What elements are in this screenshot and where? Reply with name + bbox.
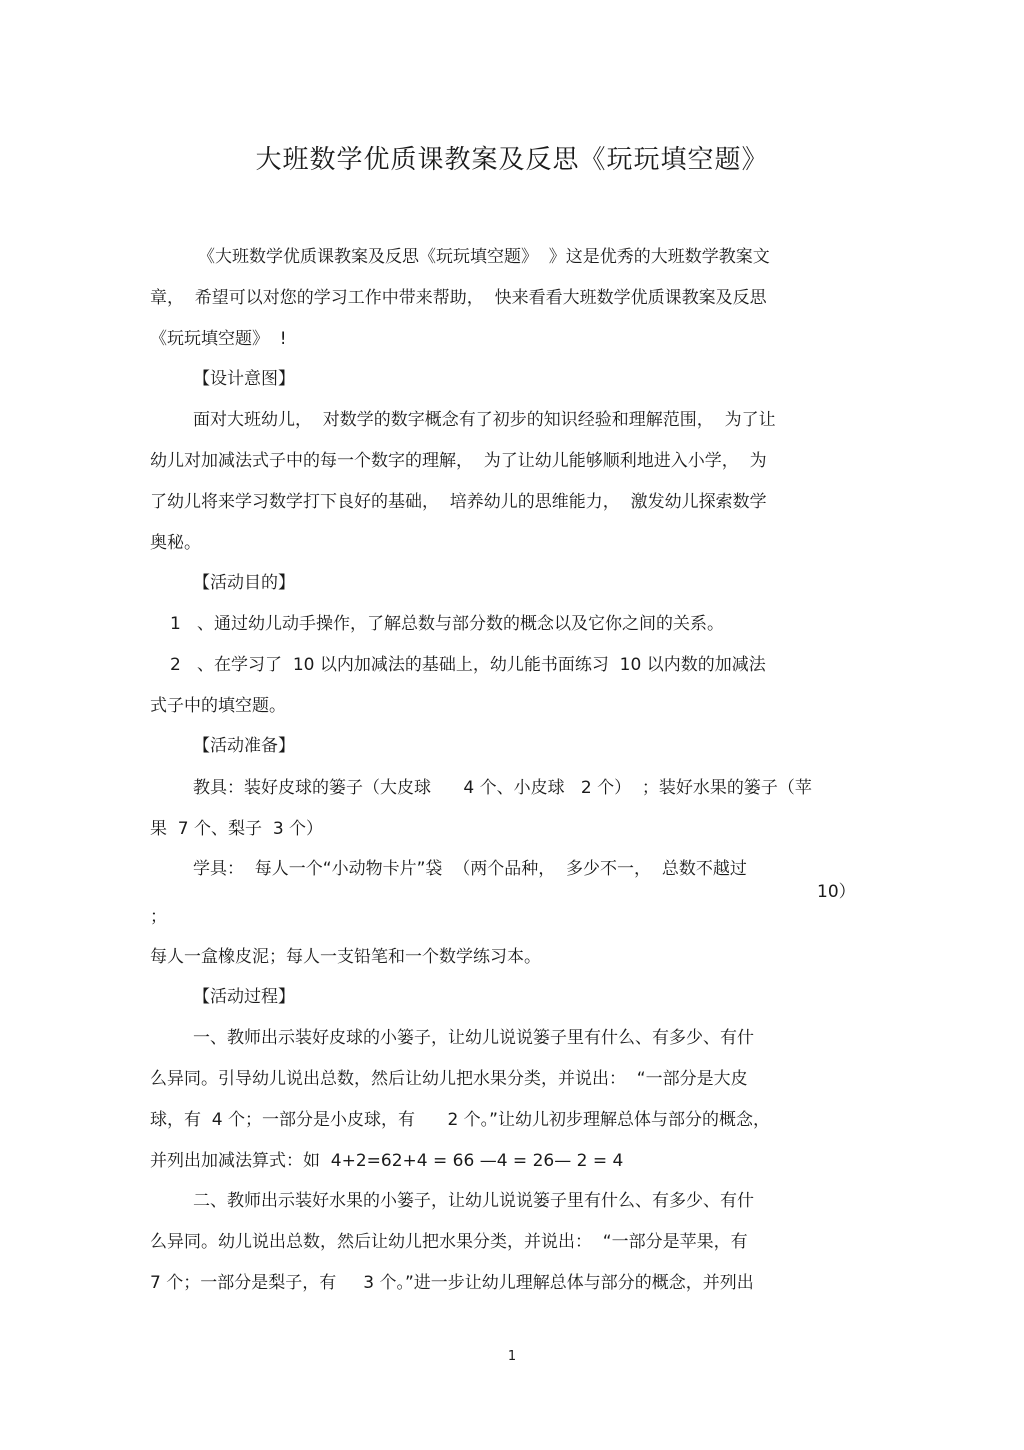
intro-line-2: 章， 希望可以对您的学习工作中带来帮助， 快来看看大班数学优质课教案及反思 (150, 288, 767, 308)
design-line-2: 幼儿对加减法式子中的每一个数字的理解， 为了让幼儿能够顺利地进入小学， 为 (150, 451, 767, 471)
intro-line-1: 《大班数学优质课教案及反思《玩玩填空题》 》这是优秀的大班数学教案文 (198, 247, 770, 267)
prep-materials: 每人一盒橡皮泥；每人一支铅笔和一个数学练习本。 (150, 947, 541, 967)
process-step-1-line-3: 球，有 4 个；一部分是小皮球，有 2 个。”让幼儿初步理解总体与部分的概念， (150, 1110, 770, 1130)
process-step-2-line-2: 么异同。幼儿说出总数，然后让幼儿把水果分类，并说出： “一部分是苹果，有 (150, 1232, 748, 1252)
prep-teaching-aids-cont: 果 7 个、梨子 3 个） (150, 819, 324, 839)
section-heading-goals: 【活动目的】 (193, 573, 295, 593)
page-number: 1 (507, 1349, 517, 1364)
design-line-1: 面对大班幼儿， 对数学的数字概念有了初步的知识经验和理解范围， 为了让 (193, 410, 776, 430)
prep-learning-aids: 学具： 每人一个“小动物卡片”袋 （两个品种， 多少不一， 总数不越过 (193, 859, 747, 879)
goal-item-1: 1 、通过幼儿动手操作，了解总数与部分数的概念以及它你之间的关系。 (170, 614, 725, 634)
section-heading-design: 【设计意图】 (193, 369, 295, 389)
prep-semicolon: ； (150, 907, 167, 927)
process-step-2-line-1: 二、教师出示装好水果的小篓子，让幼儿说说篓子里有什么、有多少、有什 (193, 1191, 754, 1211)
section-heading-process: 【活动过程】 (193, 987, 295, 1007)
design-line-4: 奥秘。 (150, 533, 201, 553)
process-step-1-line-1: 一、教师出示装好皮球的小篓子，让幼儿说说篓子里有什么、有多少、有什 (193, 1028, 754, 1048)
design-line-3: 了幼儿将来学习数学打下良好的基础， 培养幼儿的思维能力， 激发幼儿探索数学 (150, 492, 767, 512)
process-step-1-equation: 并列出加减法算式：如 4+2=62+4 = 66 —4 = 26— 2 = 4 (150, 1151, 624, 1171)
process-step-2-line-3: 7 个；一部分是梨子，有 3 个。”进一步让幼儿理解总体与部分的概念，并列出 (150, 1273, 754, 1293)
process-step-1-line-2: 么异同。引导幼儿说出总数，然后让幼儿把水果分类，并说出： “一部分是大皮 (150, 1069, 748, 1089)
goal-item-2: 2 、在学习了 10 以内加减法的基础上，幼儿能书面练习 10 以内数的加减法 (170, 655, 766, 675)
section-heading-prep: 【活动准备】 (193, 736, 295, 756)
document-title: 大班数学优质课教案及反思《玩玩填空题》 (255, 145, 769, 175)
prep-learning-aids-total: 10） (817, 882, 856, 902)
prep-teaching-aids: 教具：装好皮球的篓子（大皮球 4 个、小皮球 2 个） ；装好水果的篓子（苹 (193, 778, 812, 798)
intro-line-3: 《玩玩填空题》 ! (150, 329, 287, 349)
goal-item-2-cont: 式子中的填空题。 (150, 696, 286, 716)
